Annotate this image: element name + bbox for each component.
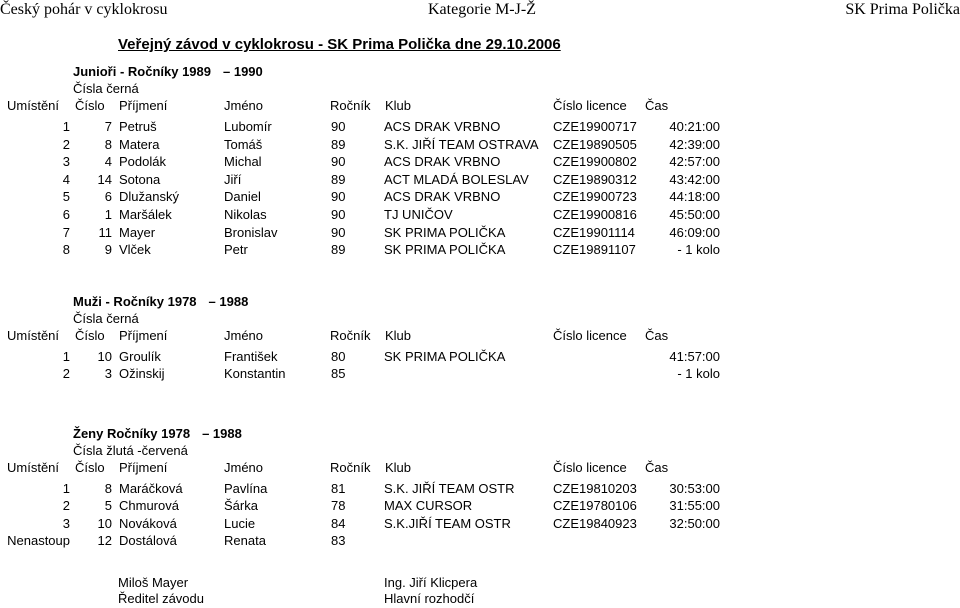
section-title — [73, 426, 242, 441]
cell-first: Tomáš — [224, 136, 263, 152]
cell-club: TJ UNIČOV — [384, 207, 453, 222]
cell-year: 89 — [331, 171, 346, 187]
cell-time: 44:18:00 — [669, 189, 720, 205]
cell-place: 2 — [62, 498, 70, 514]
cell-last: Maráčková — [119, 481, 183, 496]
cell-number: 5 — [104, 498, 112, 514]
cell-number: 11 — [98, 224, 112, 240]
column-header-place: Umístění — [7, 98, 60, 113]
cell-last: Groulík — [119, 349, 161, 364]
column-header-time: Čas — [645, 460, 669, 475]
cell-time: 41:57:00 — [669, 349, 720, 364]
cell-first: Lucie — [224, 515, 256, 531]
cell-time: 43:42:00 — [669, 171, 720, 187]
column-header-time: Čas — [645, 328, 669, 343]
cell-first: Konstantin — [224, 366, 286, 382]
cell-license: CZE19890312 — [553, 171, 637, 187]
cell-number: 12 — [97, 533, 112, 549]
cell-first: Bronislav — [224, 224, 278, 240]
column-header-time: Čas — [645, 98, 669, 113]
cell-number: 8 — [104, 481, 112, 496]
cell-time: 46:09:00 — [669, 224, 720, 240]
cell-year: 90 — [331, 189, 346, 205]
header-category-text: Kategorie M-J-Ž — [428, 1, 536, 18]
cell-license: CZE19900717 — [553, 119, 637, 134]
column-header-year: Ročník — [330, 98, 371, 113]
table-row — [0, 348, 960, 366]
cell-place: 5 — [62, 189, 70, 205]
cell-first: Jiří — [224, 171, 242, 187]
cell-time: 40:21:00 — [669, 119, 720, 134]
cell-license: CZE19840923 — [553, 515, 637, 531]
cell-last: Mayer — [119, 224, 156, 240]
table-row — [0, 241, 960, 259]
cell-last: Ožinskij — [119, 366, 165, 382]
column-header-last: Příjmení — [119, 460, 168, 475]
column-header-first: Jméno — [224, 460, 264, 475]
cell-number: 6 — [104, 189, 112, 205]
table-row — [0, 532, 960, 550]
column-header-club: Klub — [385, 460, 412, 475]
table-row — [0, 206, 960, 224]
table-row — [0, 515, 960, 533]
section-title-dash: – — [208, 294, 220, 309]
cell-last: Matera — [119, 136, 160, 152]
cell-first: Daniel — [224, 189, 261, 205]
cell-last: Podolák — [119, 154, 166, 170]
cell-club: S.K.JIŘÍ TEAM OSTR — [384, 515, 511, 531]
cell-number: 14 — [97, 171, 112, 187]
cell-number: 3 — [104, 366, 112, 382]
cell-last: Nováková — [119, 515, 177, 531]
cell-first: František — [224, 349, 278, 364]
section-subtitle: Čísla žlutá -červená — [73, 443, 188, 458]
section-title-dash: – — [202, 426, 213, 441]
cell-number: 10 — [97, 349, 112, 364]
cell-first: Lubomír — [224, 119, 272, 134]
cell-last: Chmurová — [119, 498, 179, 514]
director-role: Ředitel závodu — [118, 591, 204, 606]
cell-license: CZE19810203 — [553, 481, 637, 496]
column-header-license: Číslo licence — [553, 460, 627, 475]
cell-year: 90 — [331, 224, 346, 240]
section-title-dash: – — [223, 64, 234, 79]
cell-first: Šárka — [224, 498, 258, 514]
cell-place: 6 — [62, 207, 70, 222]
cell-license: CZE19900802 — [553, 154, 637, 170]
cell-last: Dostálová — [119, 533, 177, 549]
cell-number: 1 — [104, 207, 112, 222]
column-header-year: Ročník — [330, 328, 371, 343]
section-subtitle: Čísla černá — [73, 81, 139, 96]
cell-number: 9 — [104, 242, 112, 258]
section-title-year: 1990 — [233, 64, 263, 79]
cell-year: 90 — [331, 119, 346, 134]
column-header-club: Klub — [385, 98, 412, 113]
column-header-first: Jméno — [224, 98, 264, 113]
cell-first: Petr — [224, 242, 248, 258]
table-row — [0, 365, 960, 383]
cell-year: 90 — [331, 154, 346, 170]
cell-year: 85 — [331, 366, 346, 382]
cell-last: Petruš — [119, 119, 157, 134]
column-header-number: Číslo — [75, 328, 105, 343]
section-title — [73, 64, 263, 79]
cell-place: 1 — [62, 119, 70, 134]
cell-license: CZE19901114 — [553, 224, 635, 240]
cell-number: 4 — [104, 154, 112, 170]
cell-number: 10 — [97, 515, 112, 531]
header-right-text: SK Prima Polička — [845, 1, 960, 18]
cell-place: Nenastoup — [7, 533, 70, 549]
judge-name: Ing. Jiří Klicpera — [384, 575, 478, 590]
cell-time: 45:50:00 — [669, 207, 720, 222]
cell-club: SK PRIMA POLIČKA — [384, 242, 506, 258]
document-title: Veřejný závod v cyklokrosu - SK Prima Polička dne 29.10.2006 — [118, 36, 561, 53]
section-title-year: 1988 — [212, 426, 242, 441]
cell-year: 90 — [331, 207, 346, 222]
cell-club: ACT MLADÁ BOLESLAV — [384, 171, 529, 187]
cell-club: SK PRIMA POLIČKA — [384, 349, 506, 364]
cell-club: ACS DRAK VRBNO — [384, 119, 501, 134]
cell-last: Maršálek — [119, 207, 172, 222]
section-subtitle: Čísla černá — [73, 311, 139, 326]
cell-year: 80 — [331, 349, 346, 364]
cell-first: Renata — [224, 533, 266, 549]
section-title — [73, 294, 248, 309]
cell-time: 32:50:00 — [669, 515, 720, 531]
cell-club: S.K. JIŘÍ TEAM OSTR — [384, 481, 515, 496]
table-row — [0, 171, 960, 189]
cell-place: 1 — [62, 349, 70, 364]
cell-first: Michal — [224, 154, 262, 170]
cell-last: Vlček — [119, 242, 151, 258]
column-header-last: Příjmení — [119, 98, 168, 113]
director-name: Miloš Mayer — [118, 575, 189, 590]
table-row — [0, 480, 960, 498]
cell-club: S.K. JIŘÍ TEAM OSTRAVA — [384, 136, 539, 152]
cell-number: 7 — [104, 119, 112, 134]
cell-time: 42:39:00 — [669, 136, 720, 152]
table-header-row — [0, 327, 960, 345]
cell-place: 1 — [62, 481, 70, 496]
cell-time: - 1 kolo — [677, 366, 720, 382]
column-header-year: Ročník — [330, 460, 371, 475]
table-row — [0, 136, 960, 154]
column-header-last: Příjmení — [119, 328, 168, 343]
cell-place: 8 — [62, 242, 70, 258]
cell-place: 3 — [62, 154, 70, 170]
cell-time: 30:53:00 — [669, 481, 720, 496]
column-header-place: Umístění — [7, 460, 60, 475]
cell-time: 31:55:00 — [669, 498, 720, 514]
cell-club: ACS DRAK VRBNO — [384, 189, 501, 205]
cell-place: 7 — [62, 224, 70, 240]
cell-club: ACS DRAK VRBNO — [384, 154, 501, 170]
column-header-place: Umístění — [7, 328, 60, 343]
cell-last: Sotona — [119, 171, 161, 187]
table-row — [0, 497, 960, 515]
column-header-first: Jméno — [224, 328, 264, 343]
cell-license: CZE19780106 — [553, 498, 637, 514]
cell-year: 84 — [331, 515, 346, 531]
table-row — [0, 224, 960, 242]
cell-time: 42:57:00 — [669, 154, 720, 170]
cell-place: 4 — [62, 171, 70, 187]
cell-year: 78 — [331, 498, 346, 514]
cell-year: 89 — [331, 242, 346, 258]
cell-first: Nikolas — [224, 207, 267, 222]
column-header-club: Klub — [385, 328, 412, 343]
table-header-row — [0, 459, 960, 477]
column-header-license: Číslo licence — [553, 328, 627, 343]
header-left-text: Český pohár v cyklokrosu — [0, 1, 168, 18]
section-title-main: Muži - Ročníky 1978 — [73, 294, 197, 309]
cell-year: 83 — [331, 533, 346, 549]
cell-club: SK PRIMA POLIČKA — [384, 224, 506, 240]
table-row — [0, 118, 960, 136]
cell-number: 8 — [104, 136, 112, 152]
cell-year: 89 — [331, 136, 346, 152]
section-title-main: Junioři - Ročníky 1989 — [73, 64, 211, 79]
cell-place: 3 — [62, 515, 70, 531]
column-header-license: Číslo licence — [553, 98, 627, 113]
cell-license: CZE19890505 — [553, 136, 637, 152]
table-row — [0, 188, 960, 206]
section-title-main: Ženy Ročníky 1978 — [73, 426, 191, 441]
table-row — [0, 153, 960, 171]
cell-place: 2 — [62, 136, 70, 152]
cell-club: MAX CURSOR — [384, 498, 473, 514]
cell-first: Pavlína — [224, 481, 268, 496]
cell-place: 2 — [62, 366, 70, 382]
cell-year: 81 — [331, 481, 346, 496]
cell-license: CZE19900723 — [553, 189, 637, 205]
cell-license: CZE19900816 — [553, 207, 637, 222]
table-header-row — [0, 97, 960, 115]
judge-role: Hlavní rozhodčí — [384, 591, 475, 606]
cell-last: Dlužanský — [119, 189, 179, 205]
cell-license: CZE19891107 — [553, 242, 636, 258]
column-header-number: Číslo — [75, 460, 105, 475]
section-title-year: 1988 — [219, 294, 249, 309]
cell-time: - 1 kolo — [677, 242, 720, 258]
column-header-number: Číslo — [75, 98, 105, 113]
